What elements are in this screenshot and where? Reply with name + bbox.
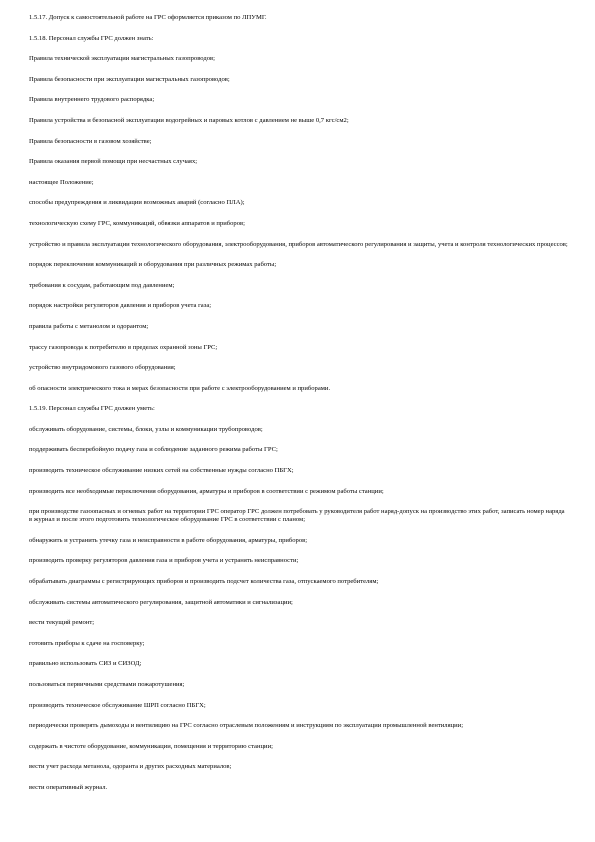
skill-automation: обслуживать системы автоматического регулирования, защитной автоматики и сигнализации; (29, 598, 293, 606)
item-methanol-odorant: правила работы с метанолом и одорантом; (29, 322, 149, 330)
skill-maintain-equipment: обслуживать оборудование, системы, блоки, узлы и коммуникации трубопроводов; (29, 425, 263, 433)
skill-operational-log: вести оперативный журнал. (29, 783, 108, 791)
heading-1-5-19: 1.5.19. Персонал службы ГРС должен уметь: (29, 405, 155, 413)
skill-consumables-accounting: вести учет расхода метанола, одоранта и других расходных материалов; (29, 763, 232, 771)
skill-fire-extinguishing: пользоваться первичными средствами пожаротушения; (29, 681, 185, 688)
item-rules-boilers: Правила устройства и безопасной эксплуатации водогрейных и паровых котлов с давлением не выше 0,7 кгс/см2; (29, 116, 349, 124)
item-this-regulation: настоящее Положение; (29, 178, 94, 186)
skill-leak-detection: обнаружить и устранить утечку газа и неисправности в работе оборудования, арматуры, приборов; (29, 536, 308, 544)
item-rules-gas-safety: Правила безопасности в газовом хозяйстве; (29, 137, 152, 145)
item-pipeline-route: трассу газопровода к потребителю в пределах охранной зоны ГРС; (29, 343, 218, 351)
item-accident-prevention: способы предупреждения и ликвидации возможных аварий (согласно ПЛА); (29, 199, 245, 207)
item-indoor-gas-equipment: устройство внутридомового газового оборудования; (29, 364, 176, 372)
item-equipment-operation: устройство и правила эксплуатации технологического оборудования, электрооборудования, приборов автоматического регулирования и защиты, учета и контроля технологических процессов; (29, 240, 568, 248)
item-tech-scheme: технологическую схему ГРС, коммуникаций, обвязки аппаратов и приборов; (29, 219, 245, 227)
item-rules-internal-order: Правила внутреннего трудового распорядка; (29, 96, 155, 104)
item-switching-order: порядок переключения коммуникаций и оборудования при различных режимах работы; (29, 261, 277, 269)
skill-ventilation-check: периодически проверять дымоходы и вентиляцию на ГРС согласно отраслевым положениям и инструкциям по эксплуатации промышленной вентиляции; (29, 722, 464, 730)
skill-calibration: готовить приборы к сдаче на госповерку; (29, 639, 145, 647)
item-rules-safety-pipelines: Правила безопасности при эксплуатации магистральных газопроводов; (29, 75, 230, 83)
item-rules-tech-exploitation: Правила технической эксплуатации магистральных газопроводов; (29, 55, 215, 63)
skill-cleanliness: содержать в чистоте оборудование, коммуникации, помещения и территорию станции; (29, 742, 273, 750)
item-electric-safety: об опасности электрического тока и мерах безопасности при работе с электрооборудованием и приборами. (29, 384, 331, 392)
skill-diagrams: обрабатывать диаграммы с регистрирующих приборов и производить подсчет количества газа, отпускаемого потребителям; (29, 578, 379, 586)
document-page (29, 14, 569, 805)
paragraph-1-5-17: 1.5.17. Допуск к самостоятельной работе на ГРС оформляется приказом по ЛПУМГ. (29, 14, 267, 21)
skill-gas-hazard-works: при производстве газоопасных и огневых работ на территории ГРС оператор ГРС должен потребовать у руководителя работ наряд-допуск на производство этих работ, записать номер наряда в журнал и после этого подготовить технологическое оборудование ГРС в соответствии с планом; (29, 508, 565, 524)
item-regulator-setup: порядок настройки регуляторов давления и приборов учета газа; (29, 302, 212, 310)
skill-current-repair: вести текущий ремонт; (29, 619, 95, 627)
heading-1-5-18: 1.5.18. Персонал службы ГРС должен знать: (29, 34, 154, 42)
item-rules-first-aid: Правила оказания первой помощи при несчастных случаях; (29, 158, 198, 166)
skill-network-maintenance: производить техническое обслуживание низких сетей на собственные нужды согласно ПБГХ; (29, 467, 294, 475)
skill-switching: производить все необходимые переключения оборудования, арматуры и приборов в соответствии с режимом работы станции; (29, 487, 384, 495)
skill-ppe: правильно использовать СИЗ и СИЗОД; (29, 660, 142, 668)
skill-shrp-maintenance: производить техническое обслуживание ШРП согласно ПБГХ; (29, 701, 206, 709)
skill-regulator-check: производить проверку регуляторов давления газа и приборов учета и устранять неисправности; (29, 557, 299, 565)
item-pressure-vessels: требования к сосудам, работающим под давлением; (29, 281, 175, 289)
skill-gas-supply: поддерживать бесперебойную подачу газа и соблюдение заданного режима работы ГРС; (29, 446, 278, 454)
